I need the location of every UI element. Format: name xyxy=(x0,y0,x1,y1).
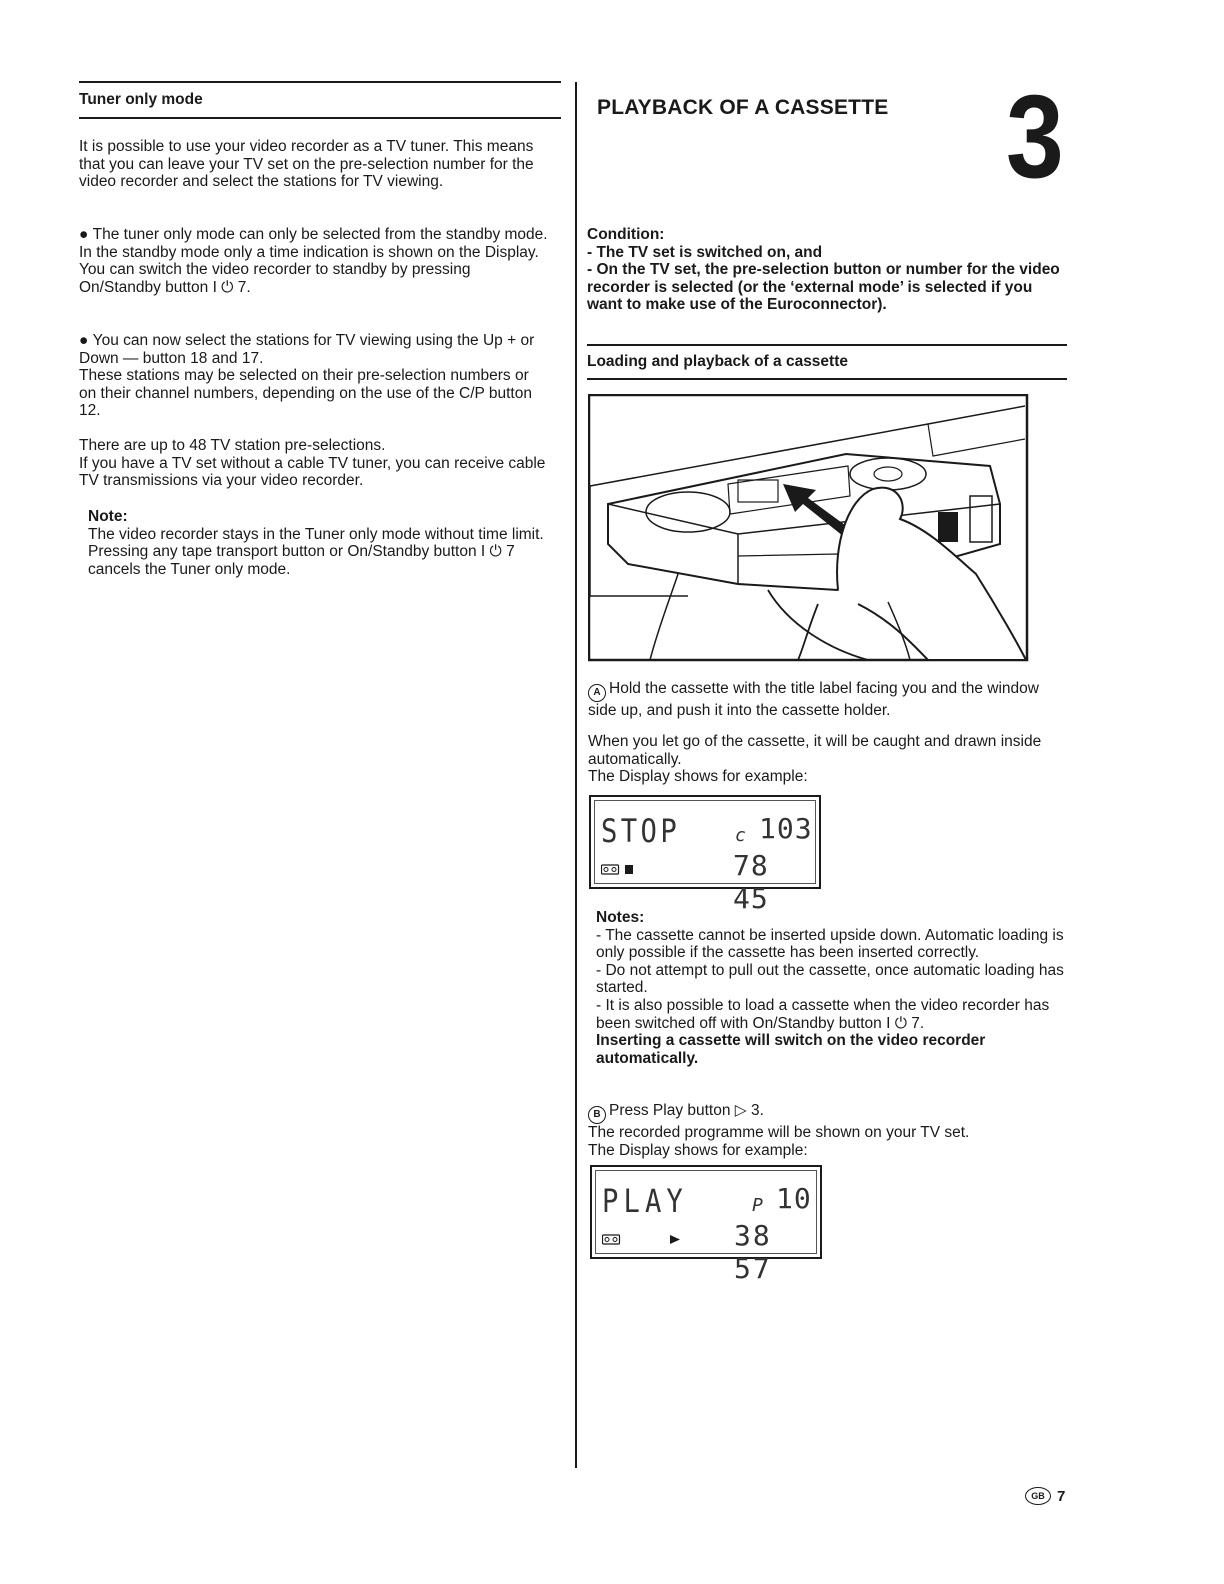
step-a-text: Hold the cassette with the title label facing you and the window side up, and push it into the cassette holder. xyxy=(588,680,1039,719)
note-block xyxy=(88,508,550,578)
bullet-dot: ● xyxy=(79,332,93,349)
note-auto-switch-on: Inserting a cassette will switch on the video recorder automatically. xyxy=(596,1032,986,1067)
condition-block xyxy=(587,226,1067,314)
bullet-standby xyxy=(79,226,549,296)
page-number: 7 xyxy=(1057,1488,1066,1505)
chapter-title: PLAYBACK OF A CASSETTE xyxy=(597,96,889,119)
note-pull-out: - Do not attempt to pull out the cassette, once automatic loading has started. xyxy=(596,961,1064,997)
subsection-rule-top xyxy=(587,344,1067,346)
chapter-number: 3 xyxy=(1006,71,1063,203)
step-b-marker: B xyxy=(588,1106,606,1124)
cassette-icon xyxy=(601,864,641,876)
note-switched-off: - It is also possible to load a cassette when the video recorder has been switched off with On/Standby button I ⏻ 7. xyxy=(596,996,1050,1032)
step-b xyxy=(588,1102,1058,1159)
bullet-stations xyxy=(79,332,549,420)
display-play-prefix: P xyxy=(752,1195,763,1216)
display-stop-mode: STOP xyxy=(601,812,681,850)
subsection-rule-bottom xyxy=(587,378,1067,380)
display-stop-prefix: c xyxy=(735,825,746,846)
section-title-rule xyxy=(79,117,561,119)
bullet-stations-text: You can now select the stations for TV viewing using the Up + or Down — button 18 and 17. xyxy=(79,332,535,367)
bullet-standby-instruction: You can switch the video recorder to standby by pressing On/Standby button I ⏻ 7. xyxy=(79,261,471,296)
bullet-stations-detail: These stations may be selected on their pre-selection numbers or on their channel numbers, depending on the use of the C/P button 12. xyxy=(79,367,532,420)
intro-paragraph: It is possible to use your video recorder as a TV tuner. This means that you can leave your TV set on the pre-selection number for the video recorder and select the stations for TV viewing. xyxy=(79,138,534,191)
notes-title: Notes: xyxy=(596,909,645,926)
bullet-dot: ● xyxy=(79,226,93,243)
section-title: Tuner only mode xyxy=(79,91,203,108)
cassette-drawn-text: When you let go of the cassette, it will be caught and drawn inside automatically. xyxy=(588,733,1042,768)
country-badge: GB xyxy=(1025,1487,1051,1505)
preselections-paragraph xyxy=(79,437,549,490)
note-upside-down: - The cassette cannot be inserted upside down. Automatic loading is only possible if the cassette has been inserted correctly. xyxy=(596,926,1064,962)
display-play-mode: PLAY xyxy=(602,1182,688,1220)
preselections-count: There are up to 48 TV station pre-selections. xyxy=(79,437,386,454)
condition-item-2: - On the TV set, the pre-selection button or number for the video recorder is selected (or the ‘external mode’ is selected if you want to make use of the Euroconnector). xyxy=(587,261,1060,314)
column-divider xyxy=(575,82,577,1468)
recorded-programme-text: The recorded programme will be shown on your TV set. xyxy=(588,1124,970,1141)
display-stop-counter: 78 45 xyxy=(733,849,769,915)
condition-item-1: - The TV set is switched on, and xyxy=(587,243,823,261)
cable-tv-text: If you have a TV set without a cable TV tuner, you can receive cable TV transmissions via your video recorder. xyxy=(79,454,546,490)
step-a xyxy=(588,680,1058,720)
page-footer xyxy=(1025,1487,1065,1505)
display-example-caption-1: The Display shows for example: xyxy=(588,768,808,786)
condition-title: Condition: xyxy=(587,226,665,243)
display-play-counter: 38 57 xyxy=(734,1219,772,1285)
cassette-insertion-illustration xyxy=(588,394,1029,662)
note-title: Note: xyxy=(88,508,128,525)
bullet-standby-text: The tuner only mode can only be selected from the standby mode. In the standby mode only a time indication is shown on the Display. xyxy=(79,226,548,261)
display-stop-number: 103 xyxy=(759,812,813,845)
cassette-drawn-block xyxy=(588,733,1058,786)
display-play xyxy=(590,1165,822,1285)
cassette-play-icon xyxy=(602,1234,682,1246)
note-text: The video recorder stays in the Tuner only mode without time limit. Pressing any tape transport button or On/Standby button I ⏻ 7 cancels the Tuner only mode. xyxy=(88,525,544,578)
subsection-title: Loading and playback of a cassette xyxy=(587,353,848,370)
display-stop xyxy=(589,795,821,915)
display-example-caption-2: The Display shows for example: xyxy=(588,1141,808,1159)
step-a-marker: A xyxy=(588,684,606,702)
top-rule-left xyxy=(79,81,561,83)
notes-block xyxy=(596,909,1066,1067)
display-play-number: 10 xyxy=(776,1182,812,1215)
step-b-text: Press Play button ▷ 3. xyxy=(609,1102,764,1119)
